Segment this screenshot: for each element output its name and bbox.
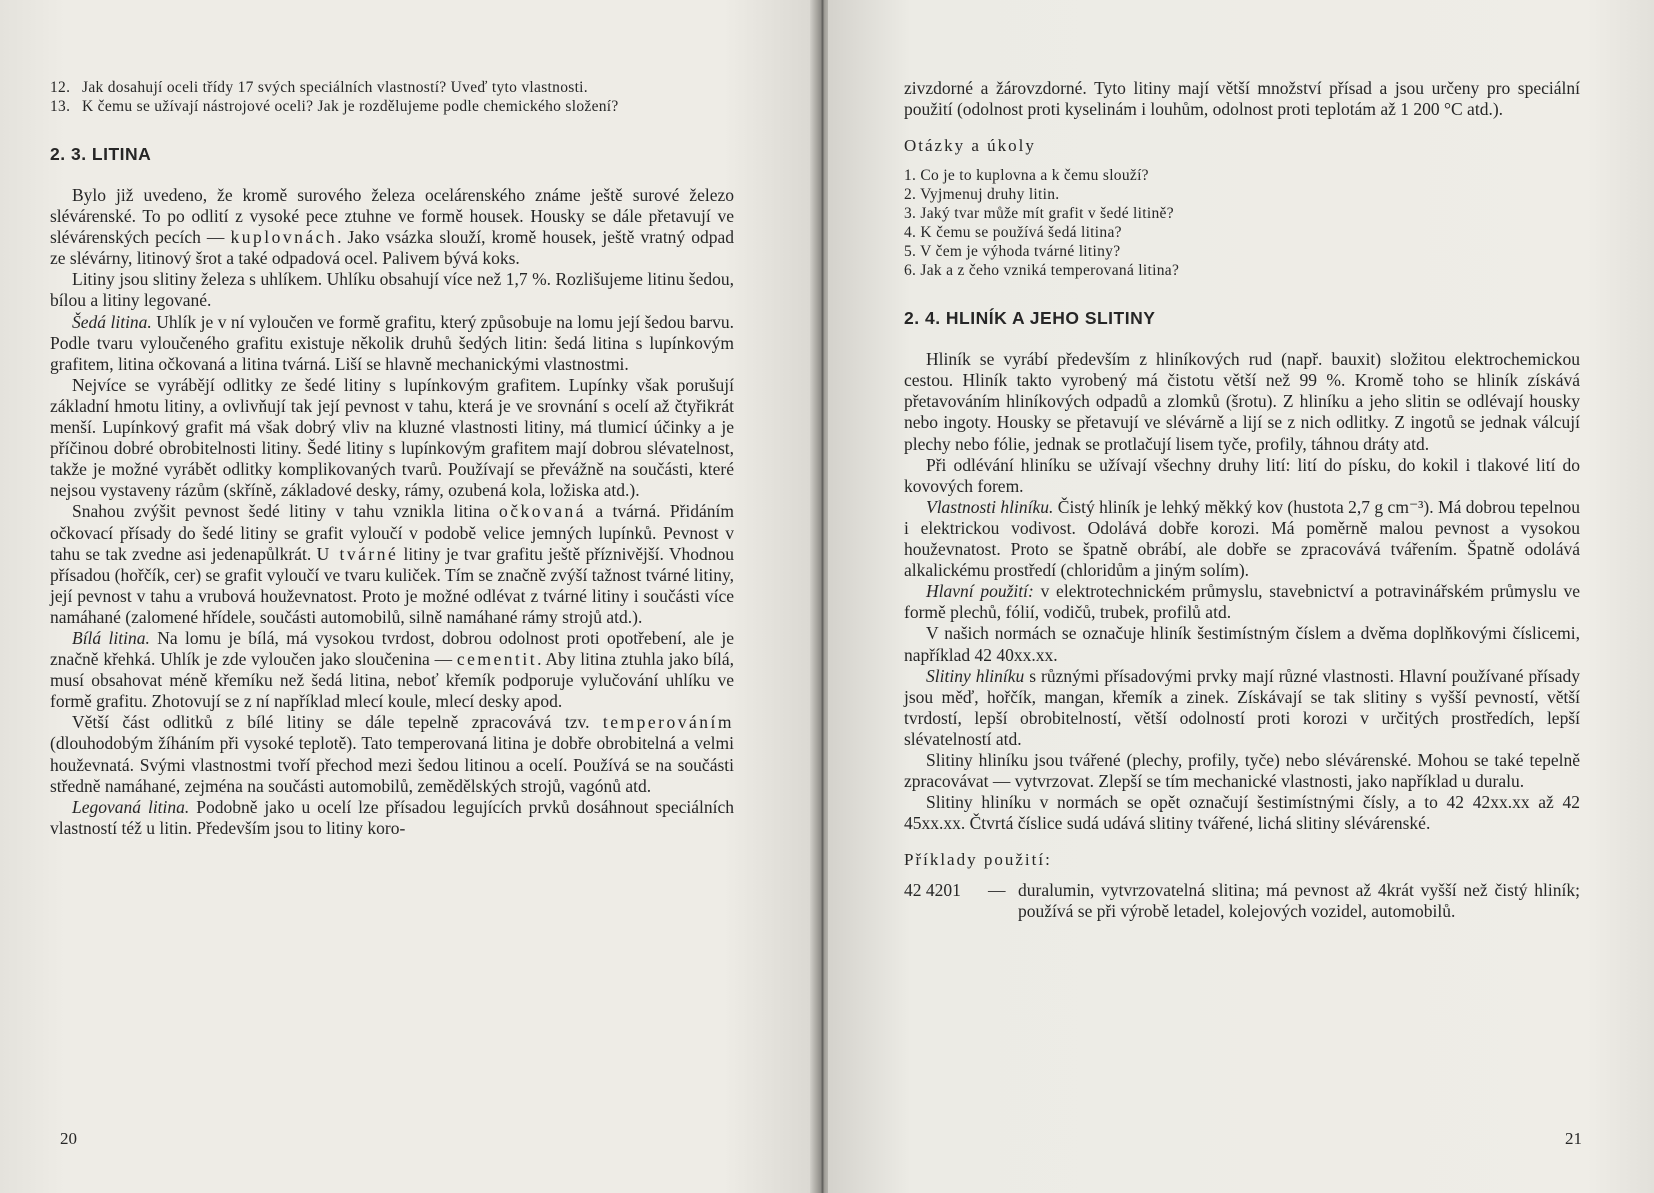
text: Větší část odlitků z bílé litiny se dále tepelně zpracovává tzv. bbox=[72, 712, 590, 733]
task-list bbox=[904, 166, 1580, 280]
task-text: V čem je výhoda tvárné litiny? bbox=[920, 243, 1121, 261]
paragraph: Při odlévání hliníku se užívají všechny druhy lití: lití do písku, do kokil i tlakové lití do kovových forem. bbox=[904, 454, 1580, 496]
paragraph: Nejvíce se vyrábějí odlitky ze šedé litiny s lupínkovým grafitem. Lupínky však porušují základní hmotu litiny, a ovlivňují tak její pevnost v tahu, která je ve srovnání s ocelí až čtyřikrát menší. Lupínkový grafit má však dobrý vliv na kluzné vlastnosti litiny, má tlumicí účinky a je příčinou dobré obrobitelnosti litiny. Šedé litiny s lupínkovým grafitem mají dobrou slévatelnost, takže je možné vyrábět odlitky komplikovaných tvarů. Používají se převážně na součásti, které nejsou vystaveny rázům (skříně, základové desky, rámy, ozubená kola, ložiska atd.). bbox=[50, 374, 734, 501]
tasks-title: Otázky a úkoly bbox=[904, 136, 1036, 156]
paragraph: V našich normách se označuje hliník šestimístným číslem a dvěma doplňkovými číslicemi, například 42 40xx.xx. bbox=[904, 623, 1580, 665]
section-heading: 2. 3. LITINA bbox=[50, 144, 152, 164]
term-italic: Hlavní použití: bbox=[926, 581, 1034, 602]
question-list bbox=[50, 78, 734, 116]
paragraph: Slitiny hliníku v normách se opět označují šestimístnými čísly, a to 42 42xx.xx až 42 45xx.xx. Čtvrtá číslice sudá udává slitiny tvářené, lichá slitiny slévárenské. bbox=[904, 792, 1580, 834]
page-number: 21 bbox=[1565, 1129, 1582, 1148]
question-text: Jak dosahují oceli třídy 17 svých speciálních vlastností? Uveď tyto vlastnosti. bbox=[82, 79, 588, 96]
task-number: 2. bbox=[904, 186, 917, 204]
task-item bbox=[904, 204, 1580, 223]
term-italic: Vlastnosti hliníku. bbox=[926, 496, 1054, 517]
question-item bbox=[50, 78, 734, 97]
term-spaced: U tvárné bbox=[316, 543, 399, 564]
page-number: 20 bbox=[60, 1129, 77, 1148]
term-spaced: očkovaná bbox=[498, 501, 587, 522]
paragraph bbox=[904, 666, 1580, 750]
paragraph bbox=[904, 497, 1580, 581]
term-spaced: cementit bbox=[456, 649, 538, 670]
paragraph bbox=[50, 312, 734, 375]
text: a tvárná. Přidáním očkovací přísady do šedé litiny se grafit vyloučí v podobě velice jemných lupínků. Pevnost v tahu se tak zvedne asi jedenapůlkrát. bbox=[50, 501, 735, 564]
text: Čistý hliník je lehký měkký kov (hustota 2,7 g cm⁻³). Má dobrou tepelnou i elektrickou vodivost. Odolává dobře korozi. Má poměrně malou pevnost a vysokou houževnatost. Proto se špatně obrábí, ale dobře se zpracovává tvářením. Špatně odolává alkalickému prostředí (chloridům a jiným solím). bbox=[904, 496, 1580, 581]
right-page bbox=[828, 0, 1654, 1193]
paragraph: Hliník se vyrábí především z hliníkových rud (např. bauxit) složitou elektrochemickou cestou. Hliník takto vyrobený má čistotu větší než 99 %. Kromě toho se hliník získává přetavováním hliníkových odpadů a zlomků (šrotu). Z hliníku a jeho slitin se odlévají housky nebo ingoty. Housky se přetavují ve slévárně a lijí se z nich odlitky. Z ingotů se jednak válcují plechy nebo fólie, jednak se protlačují lisem tyče, profily, táhnou dráty atd. bbox=[904, 349, 1580, 454]
paragraph: Litiny jsou slitiny železa s uhlíkem. Uhlíku obsahují více než 1,7 %. Rozlišujeme litinu šedou, bílou a litiny legované. bbox=[50, 269, 734, 311]
example-text: duralumin, vytvrzovatelná slitina; má pevnost až 4krát vyšší než čistý hliník; používá se při výrobě letadel, kolejových vozidel, automobilů. bbox=[1018, 880, 1580, 922]
question-item bbox=[50, 97, 734, 116]
term-italic: Šedá litina. bbox=[72, 311, 152, 332]
text: . Aby litina ztuhla jako bílá, musí obsahovat méně křemíku než šedá litina, neboť křemík podporuje vylučování uhlíku ve formě grafitu. Zhotovují se z ní například mlecí koule, mlecí desky apod. bbox=[50, 649, 734, 712]
term-italic: Legovaná litina. bbox=[72, 796, 190, 817]
text: litiny je tvar grafitu ještě příznivější. Vhodnou přísadou (hořčík, cer) se grafit vyloučí ve tvaru kuliček. Tím se značně zvýší tažnost tvárné litiny, její pevnost v tahu a vrubová houževnatost. Proto je možné odlévat z tvárné litiny i součásti více namáhané (zalomené hřídele, součásti automobilů, silně namáhané rámy strojů atd.). bbox=[50, 543, 734, 627]
text: s různými přísadovými prvky mají různé vlastnosti. Hlavní používané přísady jsou měď, hořčík, mangan, křemík a zinek. Získávají se tak slitiny s vyšší pevností, větší tvrdostí, lepší obrobitelností, větší odolností proti korozi v určitých prostředích, lepší slévatelností atd. bbox=[904, 665, 1580, 749]
question-number: 12. bbox=[50, 79, 71, 96]
paragraph bbox=[50, 712, 734, 796]
task-item bbox=[904, 242, 1580, 261]
task-item bbox=[904, 261, 1580, 280]
example-code: 42 4201 bbox=[904, 880, 961, 901]
question-text: K čemu se užívají nástrojové oceli? Jak je rozdělujeme podle chemického složení? bbox=[82, 98, 619, 115]
task-text: Vyjmenuj druhy litin. bbox=[920, 186, 1060, 204]
paragraph bbox=[904, 581, 1580, 623]
example-row bbox=[904, 880, 1580, 922]
task-number: 5. bbox=[904, 243, 917, 261]
task-number: 3. bbox=[904, 205, 917, 223]
section-heading: 2. 4. HLINÍK A JEHO SLITINY bbox=[904, 308, 1156, 329]
text: Snahou zvýšit pevnost šedé litiny v tahu vznikla litina bbox=[72, 501, 490, 522]
task-text: Jaký tvar může mít grafit v šedé litině? bbox=[920, 205, 1174, 223]
paragraph bbox=[50, 797, 734, 839]
text: . Jako vsázka slouží, kromě housek, ještě vratný odpad ze slévárny, litinový šrot a také odpadová ocel. Palivem bývá koks. bbox=[50, 227, 735, 269]
text: v elektrotechnickém průmyslu, stavebnictví a potravinářském průmyslu ve formě plechů, fólií, vodičů, trubek, profilů atd. bbox=[904, 581, 1580, 623]
task-number: 4. bbox=[904, 224, 917, 242]
task-number: 6. bbox=[904, 262, 917, 280]
text: Bylo již uvedeno, že kromě surového železa ocelárenského známe ještě surové železo slévárenské. To po odlití z vysoké pece ztuhne ve formě housek. Housky se dále přetavují ve slévárenských pecích — bbox=[50, 185, 734, 248]
task-item bbox=[904, 166, 1580, 185]
text: Na lomu je bílá, má vysokou tvrdost, dobrou odolnost proti opotřebení, ale je značně křehká. Uhlík je zde vyloučen jako sloučenina — bbox=[50, 627, 734, 670]
paragraph bbox=[50, 501, 734, 628]
paragraph: zivzdorné a žárovzdorné. Tyto litiny mají větší množství přísad a jsou určeny pro speciální použití (odolnost proti kyselinám i louhům, odolnost proti teplotám až 1 200 °C atd.). bbox=[904, 78, 1580, 120]
task-item bbox=[904, 185, 1580, 204]
task-text: Jak a z čeho vzniká temperovaná litina? bbox=[920, 262, 1180, 280]
examples-title: Příklady použití: bbox=[904, 850, 1052, 870]
task-item bbox=[904, 223, 1580, 242]
paragraph: Slitiny hliníku jsou tvářené (plechy, profily, tyče) nebo slévárenské. Mohou se také tepelně zpracovávat — vytvrzovat. Zlepší se tím mechanické vlastnosti, jako například u duralu. bbox=[904, 749, 1580, 792]
term-italic: Bílá litina. bbox=[72, 627, 150, 648]
paragraph bbox=[50, 185, 734, 269]
paragraph bbox=[50, 628, 734, 712]
task-text: K čemu se používá šedá litina? bbox=[920, 224, 1122, 242]
text: (dlouhodobým žíháním při vysoké teplotě). Tato temperovaná litina je dobře obrobitelná a velmi houževnatá. Svými vlastnostmi tvoří přechod mezi šedou litinou a ocelí. Používá se na součásti středně namáhané, zejména na součásti automobilů, zemědělských strojů, vagónů atd. bbox=[50, 733, 734, 796]
term-spaced: temperováním bbox=[602, 712, 734, 733]
question-number: 13. bbox=[50, 98, 71, 115]
text: Uhlík je v ní vyloučen ve formě grafitu, který způsobuje na lomu její šedou barvu. Podle tvaru vyloučeného grafitu existuje několik druhů šedých litin: šedá litina s lupínkovým grafitem, litina očkovaná a litina tvárná. Liší se hlavně mechanickými vlastnostmi. bbox=[50, 311, 734, 374]
task-text: Co je to kuplovna a k čemu slouží? bbox=[920, 167, 1149, 185]
text: Podobně jako u ocelí lze přísadou legujících prvků dosáhnout speciálních vlastností též u litin. Především jsou to litiny koro- bbox=[50, 796, 735, 838]
term-italic: Slitiny hliníku bbox=[926, 665, 1025, 686]
left-page bbox=[0, 0, 822, 1193]
task-number: 1. bbox=[904, 167, 917, 185]
example-dash: — bbox=[988, 880, 1006, 901]
term-spaced: kuplovnách bbox=[230, 227, 338, 248]
